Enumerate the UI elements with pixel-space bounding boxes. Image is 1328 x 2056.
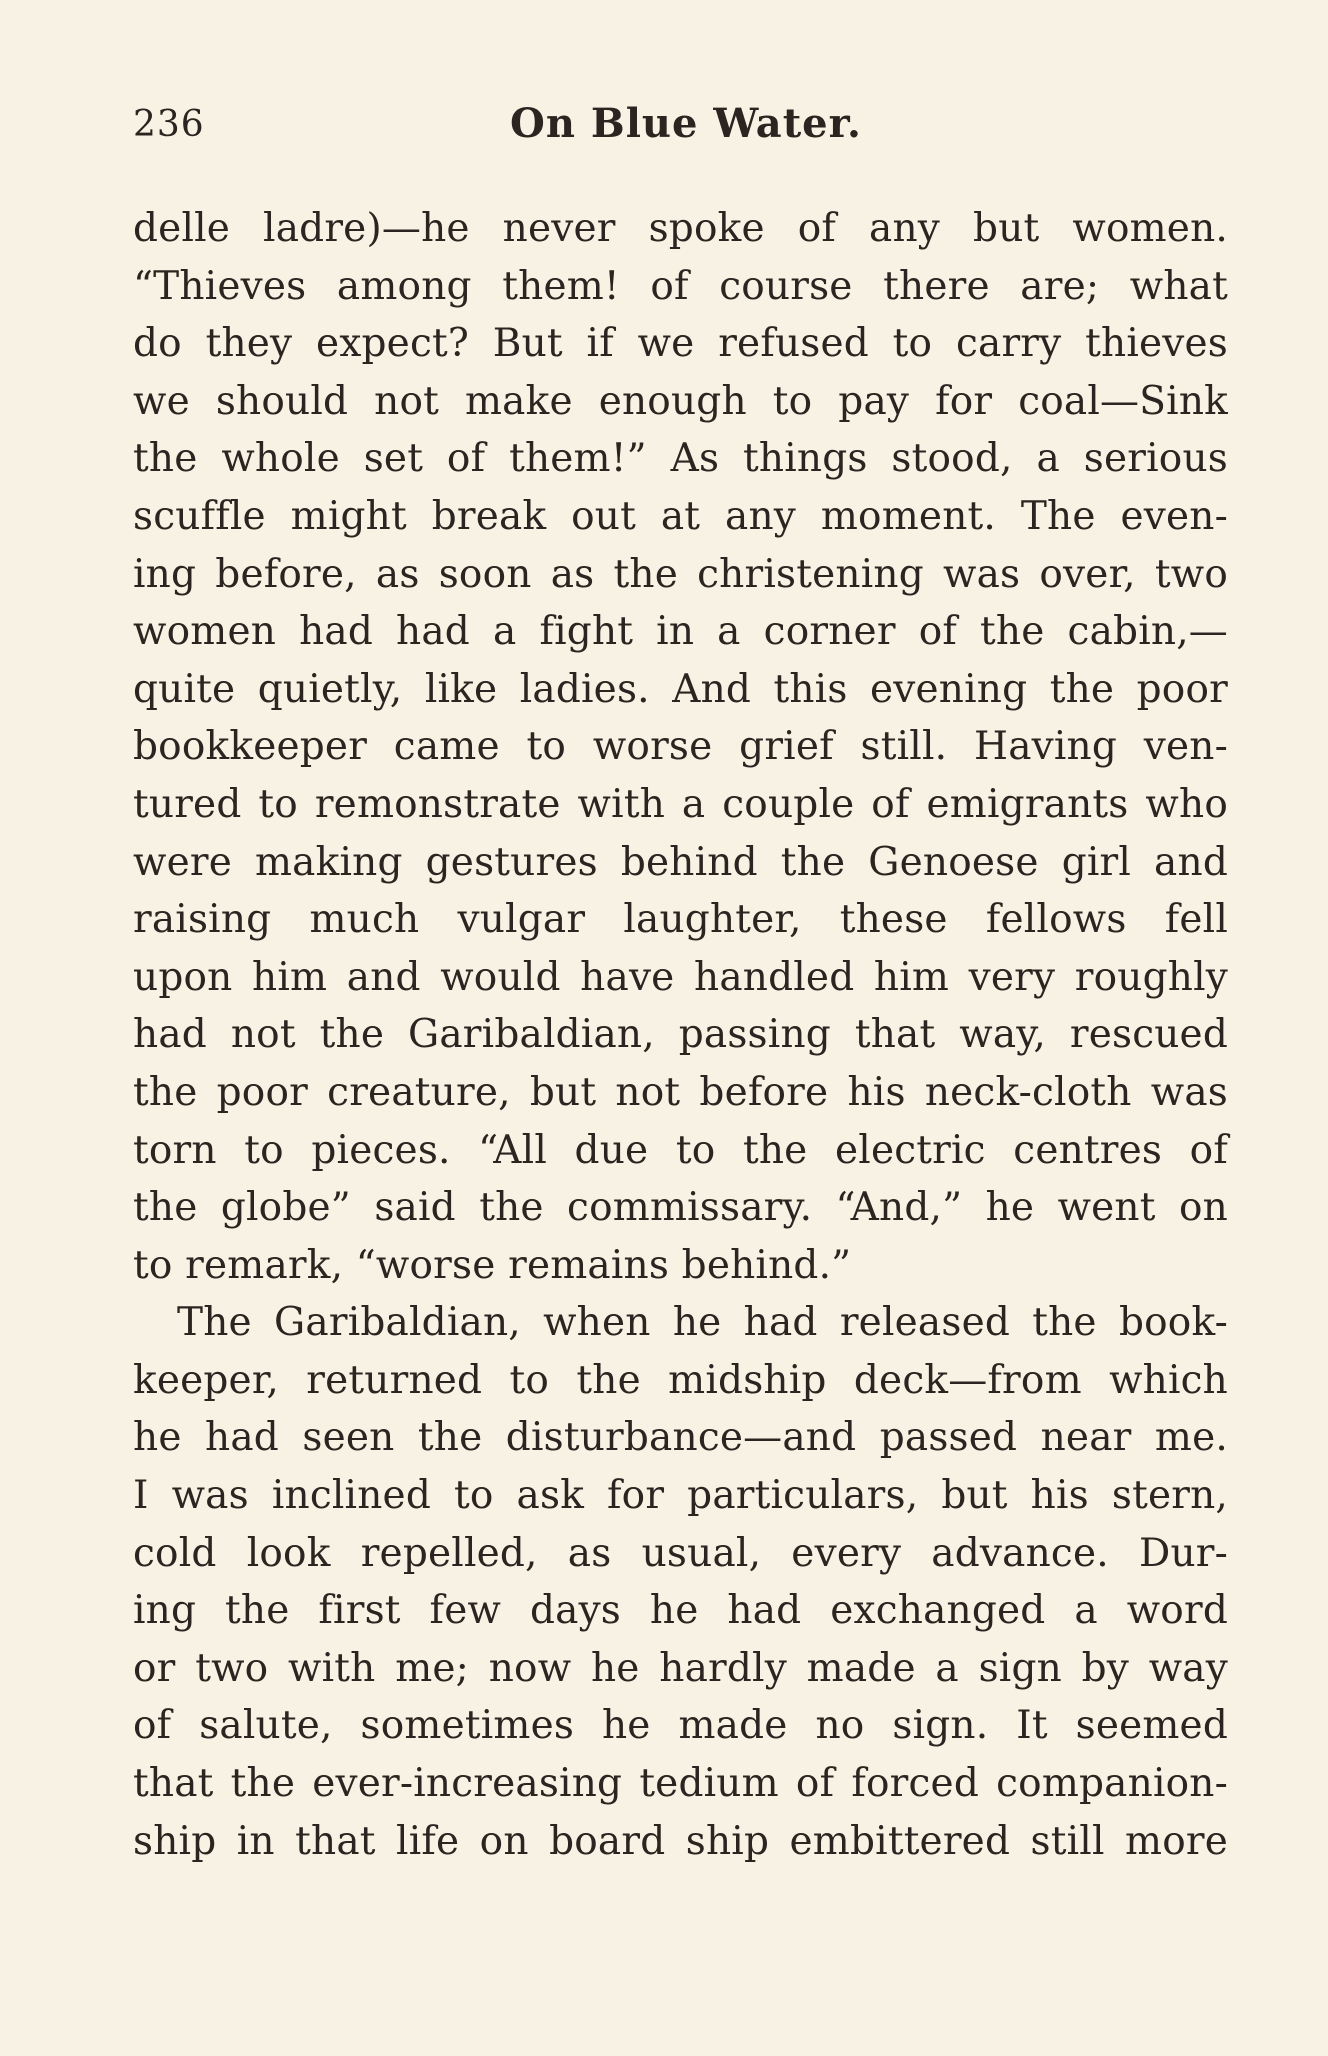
text-line: I was inclined to ask for particulars, but his stern,	[133, 1473, 1228, 1519]
body-text	[133, 200, 1228, 1870]
running-title: On Blue Water.	[510, 100, 862, 147]
text-line: of salute, sometimes he made no sign. It seemed	[133, 1703, 1228, 1749]
text-line: the globe” said the commissary. “And,” he went on	[133, 1185, 1228, 1231]
text-line: scuffle might break out at any moment. The even-	[133, 493, 1228, 539]
text-line: the poor creature, but not before his neck-cloth was	[133, 1069, 1228, 1115]
paragraph-2	[133, 1294, 1228, 1870]
text-line: he had seen the disturbance—and passed near me.	[133, 1415, 1228, 1461]
text-line: upon him and would have handled him very roughly	[133, 954, 1228, 1000]
text-line: quite quietly, like ladies. And this evening the poor	[133, 666, 1228, 712]
text-line: we should not make enough to pay for coal—Sink	[133, 378, 1228, 424]
text-line: women had had a fight in a corner of the cabin,—	[133, 609, 1228, 655]
text-line: to remark, “worse remains behind.”	[133, 1242, 852, 1288]
text-line: were making gestures behind the Genoese girl and	[133, 839, 1228, 885]
text-line: that the ever-increasing tedium of forced companion-	[133, 1761, 1228, 1807]
text-line: raising much vulgar laughter, these fellows fell	[133, 897, 1228, 943]
text-line: cold look repelled, as usual, every advance. Dur-	[133, 1530, 1228, 1576]
text-line: bookkeeper came to worse grief still. Having ven-	[133, 724, 1228, 770]
text-line: had not the Garibaldian, passing that way, rescued	[133, 1012, 1228, 1058]
text-line: the whole set of them!” As things stood, a serious	[133, 436, 1228, 482]
paragraph-1	[133, 200, 1228, 1294]
page-number: 236	[133, 104, 205, 145]
text-line: do they expect? But if we refused to carry thieves	[133, 321, 1228, 367]
text-line: delle ladre)—he never spoke of any but women.	[133, 206, 1228, 251]
text-line: keeper, returned to the midship deck—from which	[133, 1357, 1228, 1403]
text-line: ing the first few days he had exchanged a word	[133, 1588, 1228, 1634]
text-line: ing before, as soon as the christening was over, two	[133, 551, 1228, 597]
text-line: The Garibaldian, when he had released the book-	[177, 1300, 1228, 1346]
text-line: tured to remonstrate with a couple of emigrants who	[133, 781, 1228, 827]
text-line: ship in that life on board ship embittered still more	[133, 1818, 1228, 1864]
text-line: or two with me; now he hardly made a sign by way	[133, 1645, 1228, 1691]
text-line: torn to pieces. “All due to the electric centres of	[133, 1127, 1228, 1173]
text-line: “Thieves among them! of course there are; what	[133, 263, 1228, 309]
